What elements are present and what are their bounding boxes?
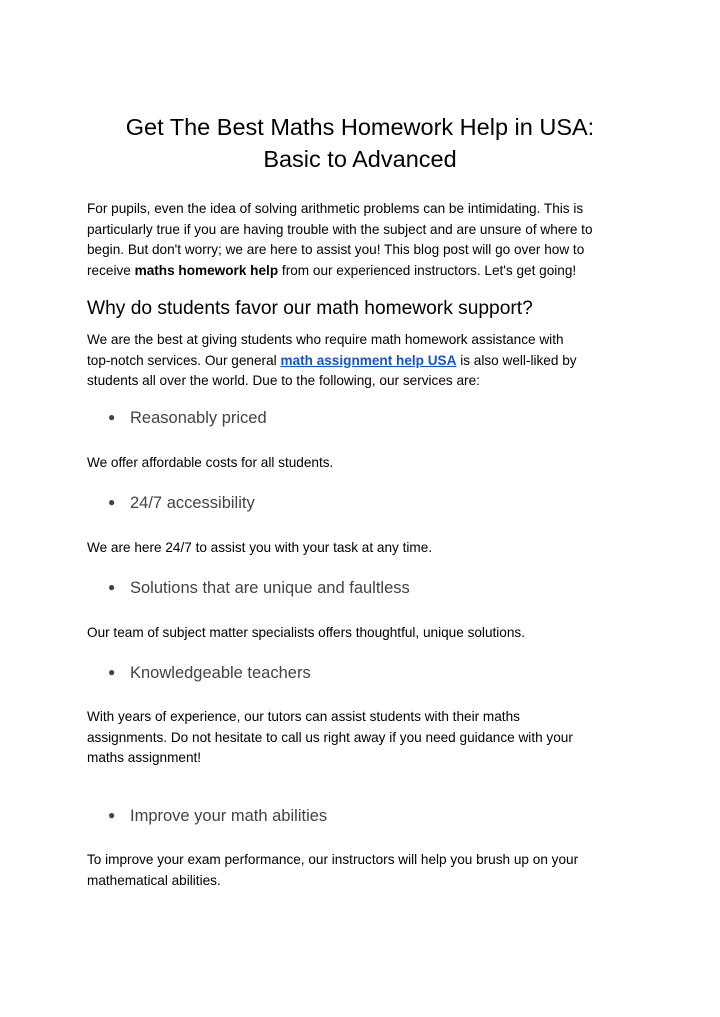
item-1-line-1: We offer affordable costs for all students. — [87, 455, 334, 470]
math-assignment-help-link[interactable]: math assignment help USA — [280, 352, 457, 368]
page-title-line-1: Get The Best Maths Homework Help in USA: — [125, 114, 595, 140]
intro-line-4-post: from our experienced instructors. Let's get going! — [278, 262, 577, 278]
item-4-line-3: maths assignment! — [87, 750, 202, 765]
bullet-label: Knowledgeable teachers — [130, 664, 311, 682]
section-paragraph — [87, 330, 647, 392]
bullet-dot-icon: ● — [108, 808, 116, 822]
bullet-item-accessibility — [108, 491, 255, 514]
bullet-label: 24/7 accessibility — [130, 494, 255, 512]
bullet-dot-icon: ● — [108, 580, 116, 594]
bullet-item-knowledgeable-teachers — [108, 661, 311, 684]
bullet-item-unique-solutions — [108, 576, 410, 599]
section-line-2-post: is also well-liked by — [456, 352, 577, 368]
bullet-label: Solutions that are unique and faultless — [130, 579, 410, 597]
item-2-line-1: We are here 24/7 to assist you with your task at any time. — [87, 540, 433, 555]
item-2-paragraph — [87, 538, 647, 559]
item-5-line-1: To improve your exam performance, our instructors will help you brush up on your — [87, 852, 579, 867]
bullet-dot-icon: ● — [108, 495, 116, 509]
maths-homework-help-bold: maths homework help — [134, 262, 279, 278]
item-5-line-2: mathematical abilities. — [87, 872, 221, 888]
section-line-3: students all over the world. Due to the following, our services are: — [87, 373, 480, 388]
bullet-label: Improve your math abilities — [130, 807, 328, 825]
intro-line-4-pre: receive — [87, 262, 135, 278]
bullet-dot-icon: ● — [108, 665, 116, 679]
intro-line-1: For pupils, even the idea of solving arithmetic problems can be intimidating. This is — [87, 201, 584, 216]
bullet-label: Reasonably priced — [130, 409, 267, 427]
item-1-paragraph — [87, 453, 647, 474]
bullet-dot-icon: ● — [108, 410, 116, 424]
item-4-paragraph — [87, 707, 647, 769]
item-3-paragraph — [87, 623, 647, 644]
section-heading: Why do students favor our math homework support? — [87, 298, 533, 319]
item-3-line-1: Our team of subject matter specialists offers thoughtful, unique solutions. — [87, 625, 526, 640]
section-line-1: We are the best at giving students who require math homework assistance with — [87, 332, 564, 347]
item-5-paragraph — [87, 850, 647, 891]
page-title-line-2: Basic to Advanced — [263, 146, 457, 172]
item-4-line-2: assignments. Do not hesitate to call us right away if you need guidance with your — [87, 729, 573, 745]
section-line-2-pre: top-notch services. Our general — [87, 352, 281, 368]
item-4-line-1: With years of experience, our tutors can assist students with their maths — [87, 709, 520, 724]
intro-paragraph — [87, 199, 647, 281]
section-line-2 — [87, 351, 647, 372]
intro-line-2: particularly true if you are having trouble with the subject and are unsure of where to — [87, 221, 593, 237]
intro-line-4 — [87, 261, 647, 282]
intro-line-3: begin. But don't worry; we are here to assist you! This blog post will go over how to — [87, 242, 585, 257]
bullet-item-improve-math — [108, 804, 327, 827]
bullet-item-reasonably-priced — [108, 406, 267, 429]
